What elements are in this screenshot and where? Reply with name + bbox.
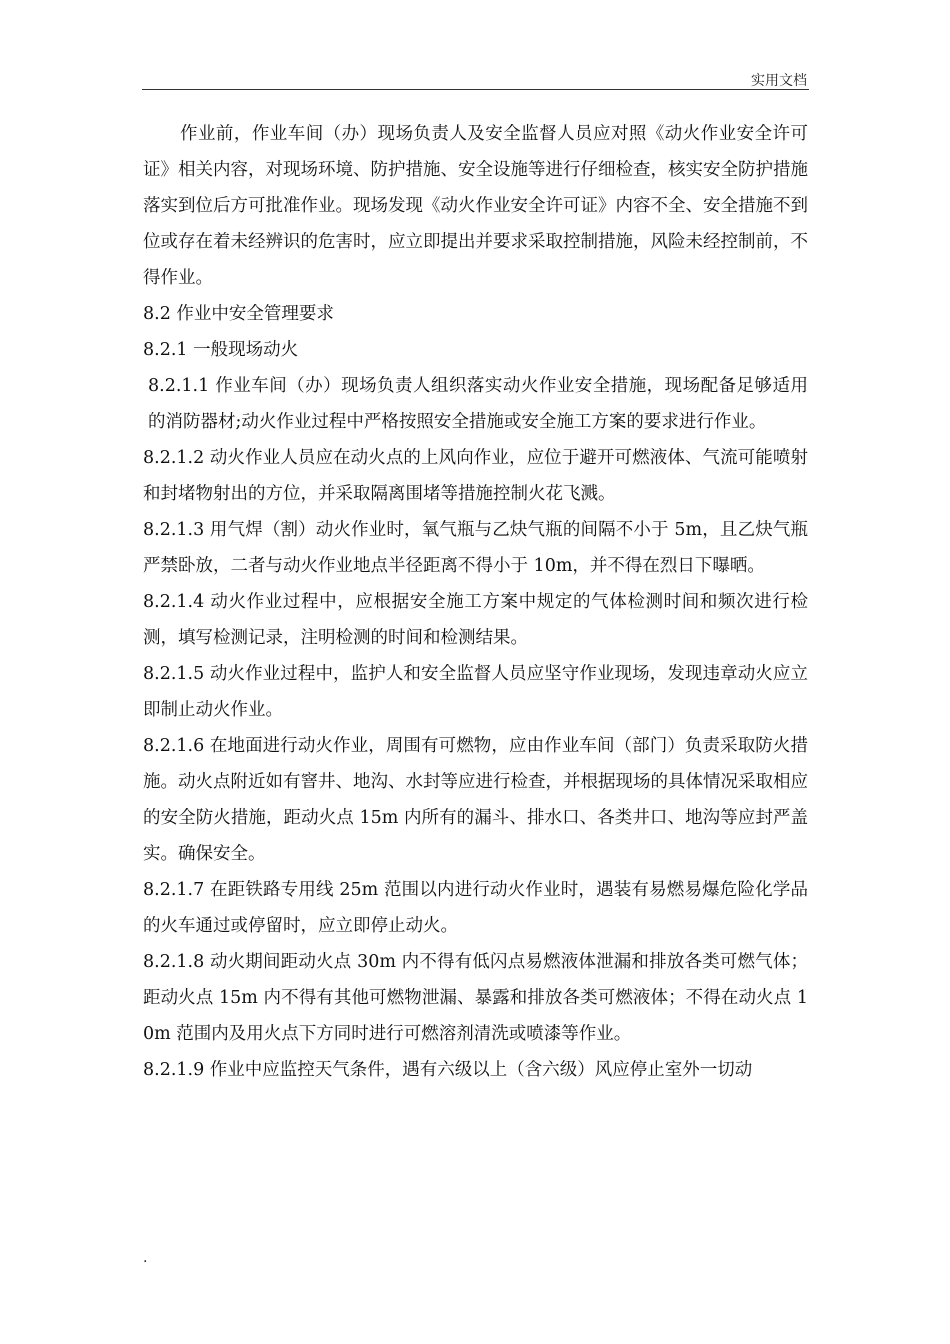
- clause-8-2-1-8: 8.2.1.8 动火期间距动火点 30m 内不得有低闪点易燃液体泄漏和排放各类可燃气体；距动火点 15m 内不得有其他可燃物泄漏、暴露和排放各类可燃液体；不得在动火点 10m 范围内及用火点下方同时进行可燃溶剂清洗或喷漆等作业。: [143, 952, 808, 1044]
- clause-8-2-1-7: 8.2.1.7 在距铁路专用线 25m 范围以内进行动火作业时，遇装有易燃易爆危险化学品的火车通过或停留时，应立即停止动火。: [143, 880, 808, 936]
- header-title: 实用文档: [751, 73, 807, 89]
- clause-8-2-1-6: 8.2.1.6 在地面进行动火作业，周围有可燃物，应由作业车间（部门）负责采取防火措施。动火点附近如有窨井、地沟、水封等应进行检查，并根据现场的具体情况采取相应的安全防火措施，距动火点 15m 内所有的漏斗、排水口、各类井口、地沟等应封严盖实。确保安全。: [143, 736, 808, 864]
- clause-8-2-1-1: 8.2.1.1 作业车间（办）现场负责人组织落实动火作业安全措施，现场配备足够适用的消防器材;动火作业过程中严格按照安全措施或安全施工方案的要求进行作业。: [148, 376, 808, 432]
- clause-8-2-1-4: 8.2.1.4 动火作业过程中，应根据安全施工方案中规定的气体检测时间和频次进行检测，填写检测记录，注明检测的时间和检测结果。: [143, 592, 808, 648]
- clause-8-2-1-5: 8.2.1.5 动火作业过程中，监护人和安全监督人员应坚守作业现场，发现违章动火应立即制止动火作业。: [143, 664, 808, 720]
- subsection-heading-8-2-1: 8.2.1 一般现场动火: [143, 340, 299, 360]
- document-body: [143, 116, 808, 1088]
- clause-8-2-1-3: 8.2.1.3 用气焊（割）动火作业时，氧气瓶与乙炔气瓶的间隔不小于 5m，且乙炔气瓶严禁卧放，二者与动火作业地点半径距离不得小于 10m，并不得在烈日下曝晒。: [143, 520, 808, 576]
- section-heading-8-2: 8.2 作业中安全管理要求: [143, 304, 334, 324]
- header-divider: [142, 89, 809, 90]
- intro-paragraph: 作业前，作业车间（办）现场负责人及安全监督人员应对照《动火作业安全许可证》相关内容，对现场环境、防护措施、安全设施等进行仔细检查，核实安全防护措施落实到位后方可批准作业。现场发现《动火作业安全许可证》内容不全、安全措施不到位或存在着未经辨识的危害时，应立即提出并要求采取控制措施，风险未经控制前，不得作业。: [143, 124, 808, 288]
- clause-8-2-1-2: 8.2.1.2 动火作业人员应在动火点的上风向作业，应位于避开可燃液体、气流可能喷射和封堵物射出的方位，并采取隔离围堵等措施控制火花飞溅。: [143, 448, 808, 504]
- clause-8-2-1-9: 8.2.1.9 作业中应监控天气条件，遇有六级以上（含六级）风应停止室外一切动: [143, 1060, 753, 1080]
- footer-mark: .: [143, 1250, 148, 1266]
